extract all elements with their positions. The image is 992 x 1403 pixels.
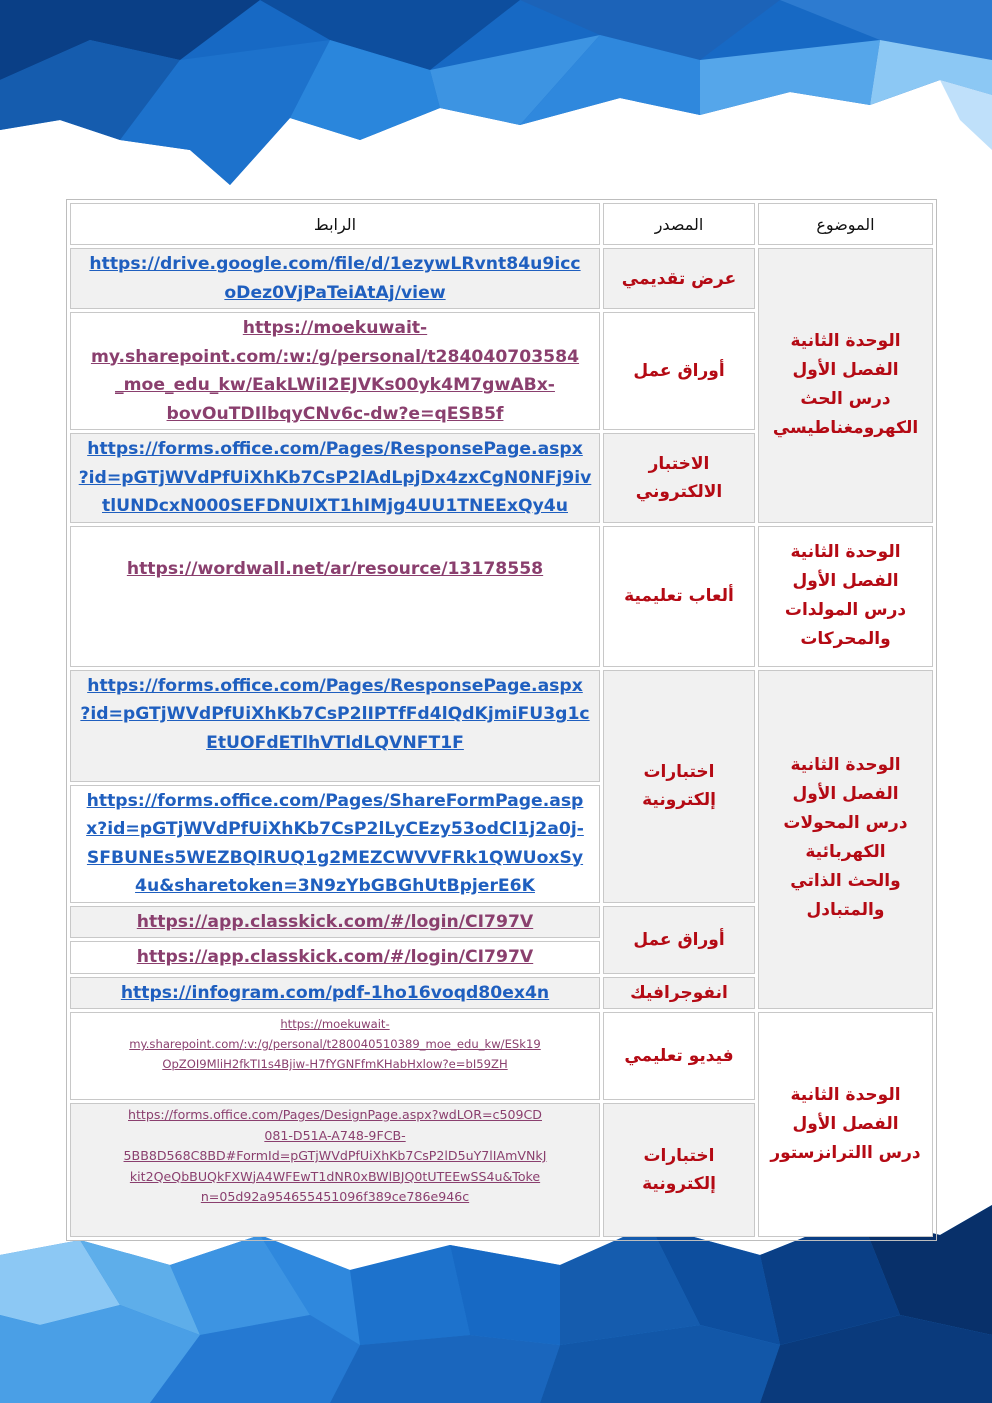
- table-row: [70, 248, 933, 309]
- resources-table: [66, 199, 937, 1241]
- video-link[interactable]: https://moekuwait- my.sharepoint.com/:v:/g/personal/t280040510389_moe_edu_kw/ESk19 OpZOI9MliH2fkTI1s4Bjiw-H7fYGNFfmKHabHxlow?e=bI59ZH: [129, 1017, 541, 1071]
- source-worksheets: أوراق عمل: [603, 312, 755, 430]
- wordwall-link[interactable]: https://wordwall.net/ar/resource/13178558: [126, 558, 544, 579]
- source-games: ألعاب تعليمية: [603, 526, 755, 667]
- header-link: الرابط: [70, 203, 600, 245]
- table-header-row: [70, 203, 933, 245]
- link-cell: [70, 670, 600, 782]
- link-cell: [70, 977, 600, 1010]
- source-worksheets-2: أوراق عمل: [603, 906, 755, 974]
- source-etests-2: اختبارات إلكترونية: [603, 1103, 755, 1237]
- link-cell: [70, 906, 600, 939]
- etest-link[interactable]: https://forms.office.com/Pages/ResponsePage.aspx ?id=pGTjWVdPfUiXhKb7CsP2lAdLpjDx4zxCgN0NFj9iv tlUNDcxN000SEFDNUlXT1hIMjg4UU1TNEExQy4u: [78, 439, 592, 516]
- source-etests: اختبارات إلكترونية: [603, 670, 755, 903]
- link-cell: [70, 785, 600, 903]
- link-cell: [70, 1012, 600, 1100]
- source-video: فيديو تعليمي: [603, 1012, 755, 1100]
- topic-transformers: الوحدة الثانية الفصل الأول درس المحولات الكهربائية والحث الذاتي والمتبادل: [758, 670, 933, 1010]
- worksheet-link[interactable]: https://moekuwait- my.sharepoint.com/:w:/g/personal/t284040703584 _moe_edu_kw/EakLWiI2EJVKs00yk4M7gwABx- bovOuTDIlbqyCNv6c-dw?e=qESB5f: [90, 318, 580, 424]
- topic-electromagnetic-induction: الوحدة الثانية الفصل الأول درس الحث الكهرومغناطيسي: [758, 248, 933, 523]
- link-cell: [70, 941, 600, 974]
- etest-link-1[interactable]: https://forms.office.com/Pages/ResponsePage.aspx ?id=pGTjWVdPfUiXhKb7CsP2lIPTfFd4lQdKjmiFU3g1c EtUOFdETlhVTldLQVNFT1F: [80, 675, 590, 753]
- topic-generators-motors: الوحدة الثانية الفصل الأول درس المولدات والمحركات: [758, 526, 933, 667]
- etest-link-2[interactable]: https://forms.office.com/Pages/ShareFormPage.asp x?id=pGTjWVdPfUiXhKb7CsP2lLyCEzy53odCl1j2a0j- SFBUNEs5WEZBQlRUQ1g2MEZCWVVFRk1QWUoxSy 4u&sharetoken=3N9zYbGBGhUtBpjerE6K: [86, 790, 584, 896]
- source-presentation: عرض تقديمي: [603, 248, 755, 309]
- table-row: [70, 526, 933, 667]
- header-topic: الموضوع: [758, 203, 933, 245]
- topic-transistor: الوحدة الثانية الفصل الأول درس االترانزستور: [758, 1012, 933, 1237]
- source-etest: الاختبار الالكتروني: [603, 433, 755, 523]
- source-infographic: انفوجرافيك: [603, 977, 755, 1010]
- link-cell: [70, 526, 600, 667]
- link-cell: [70, 1103, 600, 1237]
- etest-design-link[interactable]: https://forms.office.com/Pages/DesignPage.aspx?wdLOR=c509CD 081-D51A-A748-9FCB- 5BB8D568C8BD#FormId=pGTjWVdPfUiXhKb7CsP2lD5uY7lIAmVNkJ kit2QeQbBUQkFXWjA4WFEwT1dNR0xBWlBJQ0tUTEEwSS4u&Toke n=05d92a954655451096f389ce786e946c: [123, 1107, 547, 1204]
- classkick-link-2[interactable]: https://app.classkick.com/#/login/CI797V: [136, 947, 534, 967]
- header-source: المصدر: [603, 203, 755, 245]
- link-cell: [70, 433, 600, 523]
- presentation-link[interactable]: https://drive.google.com/file/d/1ezywLRvnt84u9icc oDez0VjPaTeiAtAj/view: [89, 254, 581, 303]
- header-decoration: [0, 0, 992, 190]
- classkick-link-1[interactable]: https://app.classkick.com/#/login/CI797V: [136, 911, 534, 932]
- link-cell: [70, 312, 600, 430]
- table-row: [70, 1012, 933, 1100]
- table-row: [70, 670, 933, 782]
- infogram-link[interactable]: https://infogram.com/pdf-1ho16voqd80ex4n: [120, 982, 550, 1003]
- link-cell: [70, 248, 600, 309]
